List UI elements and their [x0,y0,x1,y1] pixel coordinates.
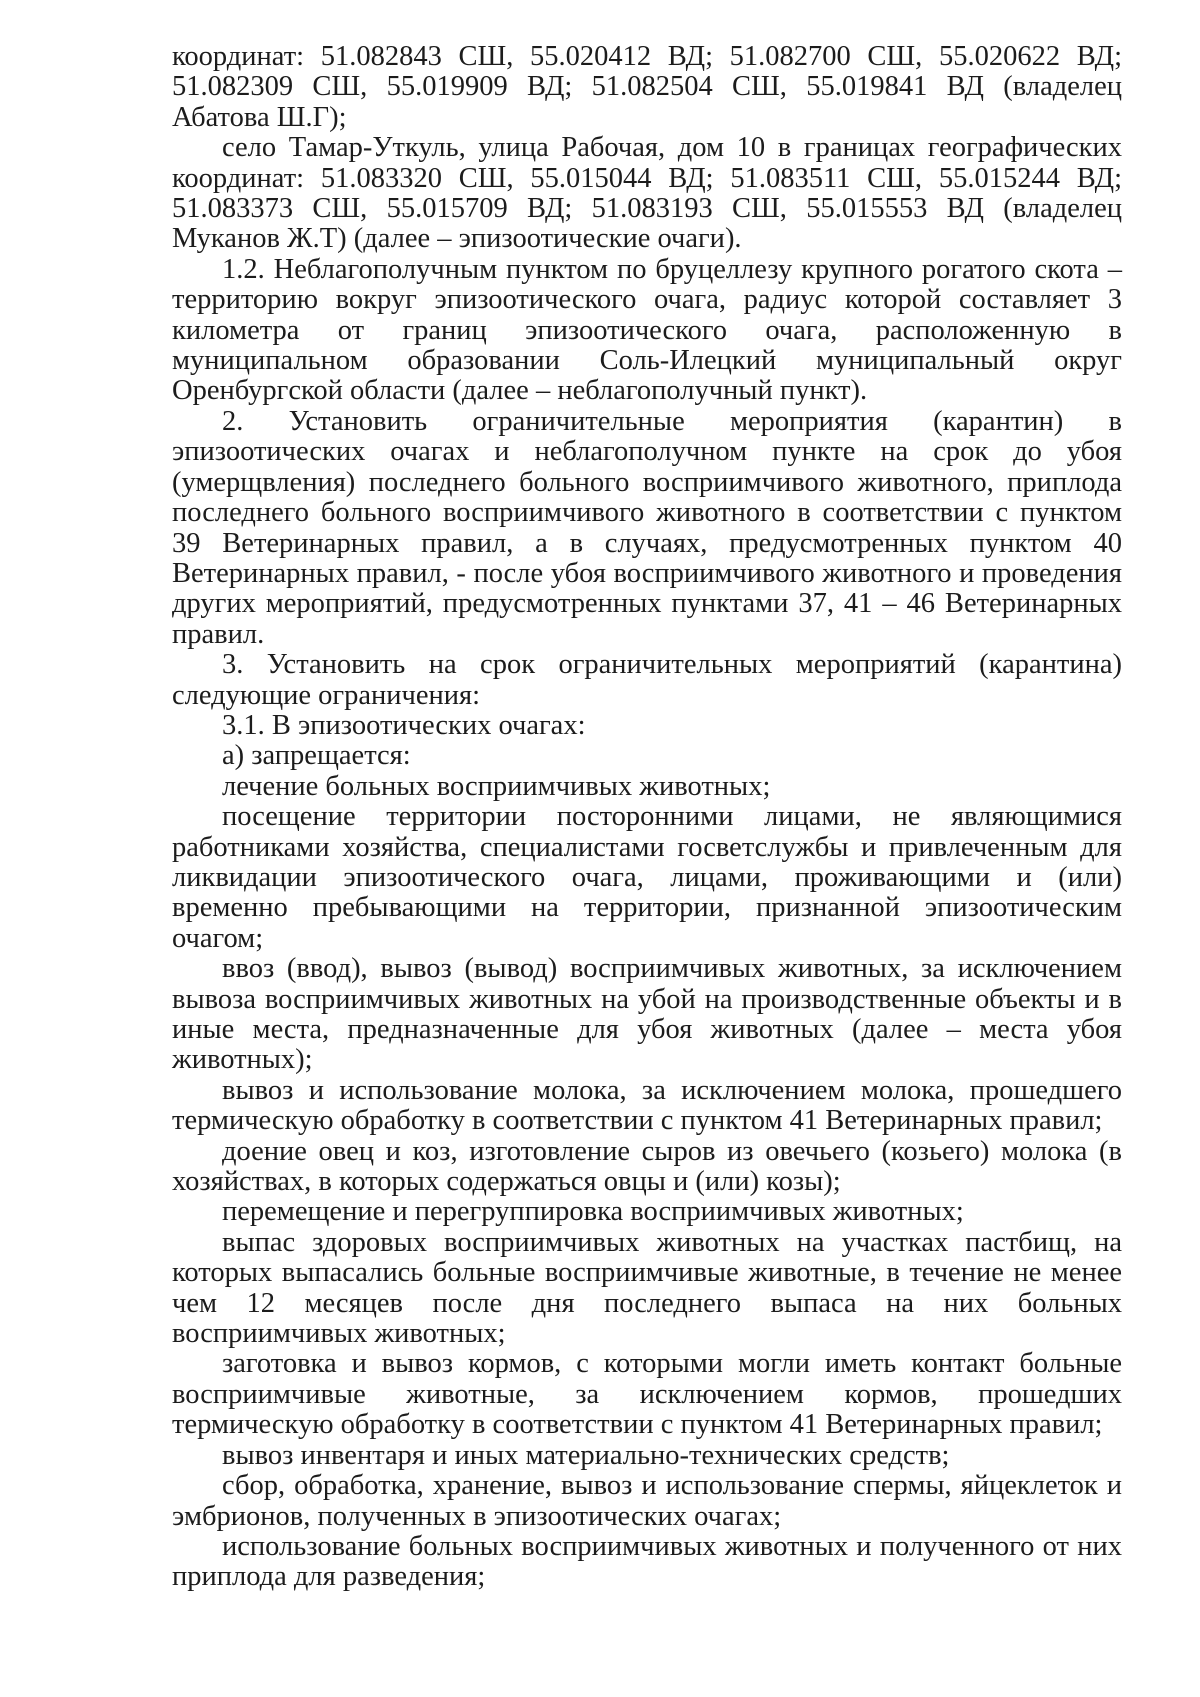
list-item-treatment: лечение больных восприимчивых животных; [222,770,771,802]
list-item-milk: вывоз и использование молока, за исключением молока, прошедшего термическую обработку в соответствии с пунктом 41 Ветеринарных правил; [172,1074,1122,1137]
list-item-regrouping: перемещение и перегруппировка восприимчивых животных; [222,1196,964,1228]
list-item-milking-sheep-goats: доение овец и коз, изготовление сыров из овечьего (козьего) молока (в хозяйствах, в которых содержаться овцы и (или) козы); [172,1135,1122,1198]
paragraph-1-2-unfavorable-point: 1.2. Неблагополучным пунктом по бруцеллезу крупного рогатого скота – территорию вокруг эпизоотического очага, радиус которой составляет 3 километра от границ эпизоотического очага, расположенную в муниципальном образовании Соль-Илецкий муниципальный округ Оренбургской области (далее – неблагополучный пункт). [172,253,1122,407]
paragraph-3-1-heading: 3.1. В эпизоотических очагах: [222,709,586,741]
paragraph-coordinates-abatova: координат: 51.082843 СШ, 55.020412 ВД; 51.082700 СШ, 55.020622 ВД; 51.082309 СШ, 55.019909 ВД; 51.082504 СШ, 55.019841 ВД (владелец Абатова Ш.Г); [172,41,1122,133]
document-page [172,42,1122,1593]
list-item-feed: заготовка и вывоз кормов, с которыми могли иметь контакт больные восприимчивые животные, за исключением кормов, прошедших термическую обработку в соответствии с пунктом 41 Ветеринарных правил; [172,1348,1122,1441]
list-item-grazing: выпас здоровых восприимчивых животных на участках пастбищ, на которых выпасались больные восприимчивые животные, в течение не менее чем 12 месяцев после дня последнего выпаса на них больных восприимчивых животных; [172,1226,1122,1350]
list-item-visiting: посещение территории посторонними лицами, не являющимися работниками хозяйства, специалистами госветслужбы и привлеченным для ликвидации эпизоотического очага, лицами, проживающими и (или) временно пребывающими на территории, признанной эпизоотическим очагом; [172,801,1122,954]
list-item-inventory: вывоз инвентаря и иных материально-технических средств; [222,1439,950,1471]
paragraph-coordinates-mukanov: село Тамар-Уткуль, улица Рабочая, дом 10 в границах географических координат: 51.083320 СШ, 55.015044 ВД; 51.083511 СШ, 55.015244 ВД; 51.083373 СШ, 55.015709 ВД; 51.083193 СШ, 55.015553 ВД (владелец Муканов Ж.Т) (далее – эпизоотические очаги). [172,132,1122,255]
paragraph-2-quarantine: 2. Установить ограничительные мероприятия (карантин) в эпизоотических очагах и неблагополучном пункте на срок до убоя (умерщвления) последнего больного восприимчивого животного, приплода последнего больного восприимчивого животного в соответствии с пунктом 39 Ветеринарных правил, а в случаях, предусмотренных пунктом 40 Ветеринарных правил, - после убоя восприимчивого животного и проведения других мероприятий, предусмотренных пунктами 37, 41 – 46 Ветеринарных правил. [172,405,1122,650]
list-item-breeding: использование больных восприимчивых животных и полученного от них приплода для разведения; [172,1530,1122,1593]
paragraph-3-restrictions: 3. Установить на срок ограничительных мероприятий (карантина) следующие ограничения: [172,649,1122,711]
paragraph-prohibited-heading: а) запрещается: [222,740,411,772]
list-item-sperm-embryos: сбор, обработка, хранение, вывоз и использование спермы, яйцеклеток и эмбрионов, полученных в эпизоотических очагах; [172,1470,1122,1532]
list-item-import-export-animals: ввоз (ввод), вывоз (вывод) восприимчивых животных, за исключением вывоза восприимчивых животных на убой на производственные объекты и в иные места, предназначенные для убоя животных (далее – места убоя животных); [172,953,1122,1076]
